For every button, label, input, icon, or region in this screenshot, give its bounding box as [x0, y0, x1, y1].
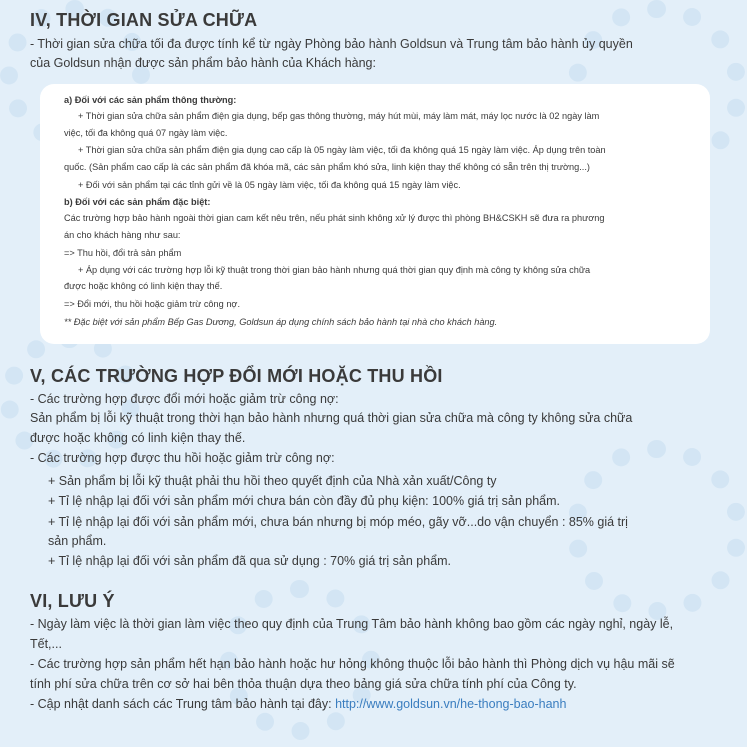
section5-line: + Tỉ lệ nhập lại đối với sản phẩm đã qua sử dụng : 70% giá trị sản phẩm. — [48, 554, 452, 568]
box-line: được hoặc không có linh kiện thay thế. — [64, 281, 223, 291]
box-line: + Thời gian sửa chữa sản phẩm điện gia dụng cao cấp là 05 ngày làm việc, tối đa không quá 15 ngày làm việc. Áp dụng trên toàn — [78, 145, 606, 155]
section5-title: V, CÁC TRƯỜNG HỢP ĐỔI MỚI HOẶC THU HỒI — [30, 366, 443, 386]
section5-line: + Tỉ lệ nhập lại đối với sản phẩm mới, chưa bán nhưng bị móp méo, gãy vỡ...do vận chuyển : 85% giá trị — [48, 515, 628, 529]
section5-line: - Các trường hợp được thu hồi hoặc giảm trừ công nợ: — [30, 451, 335, 465]
section5-line: sản phẩm. — [48, 534, 107, 548]
section5-line: - Các trường hợp được đổi mới hoặc giảm trừ công nợ: — [30, 392, 339, 406]
box-line: + Đối với sản phẩm tại các tỉnh gửi về là 05 ngày làm việc, tối đa không quá 15 ngày làm việc. — [78, 180, 461, 190]
box-line: => Thu hồi, đổi trả sản phẩm — [64, 248, 182, 258]
section6-line: Tết,... — [30, 637, 62, 651]
section6-line: - Ngày làm việc là thời gian làm việc theo quy định của Trung Tâm bảo hành không bao gồm các ngày nghỉ, ngày lễ, — [30, 617, 674, 631]
box-line: b) Đối với các sản phẩm đặc biệt: — [64, 197, 211, 207]
section6-line: - Các trường hợp sản phẩm hết hạn bảo hành hoặc hư hỏng không thuộc lỗi bảo hành thì Phòng dịch vụ hậu mãi sẽ — [30, 657, 675, 671]
box-line: + Thời gian sửa chữa sản phẩm điện gia dụng, bếp gas thông thường, máy hút mùi, máy làm mát, máy lọc nước là 02 ngày làm — [78, 111, 600, 121]
section6-line — [30, 697, 566, 711]
section5-line: + Tỉ lệ nhập lại đối với sản phẩm mới chưa bán còn đầy đủ phụ kiện: 100% giá trị sản phẩm. — [48, 494, 560, 508]
box-line: án cho khách hàng như sau: — [64, 230, 181, 240]
section6-title: VI, LƯU Ý — [30, 591, 115, 611]
section4-intro: của Goldsun nhận được sản phẩm bảo hành của Khách hàng: — [30, 56, 376, 70]
box-line: => Đổi mới, thu hồi hoặc giảm trừ công nợ. — [64, 299, 241, 309]
box-line: a) Đối với các sản phẩm thông thường: — [64, 95, 237, 105]
box-line: Các trường hợp bảo hành ngoài thời gian cam kết nêu trên, nếu phát sinh không xử lý được thì phòng BH&CSKH sẽ đưa ra phương — [64, 213, 605, 223]
box-line: ** Đặc biệt với sản phẩm Bếp Gas Dương, Goldsun áp dụng chính sách bảo hành tại nhà cho khách hàng. — [64, 317, 498, 327]
gear-decoration — [567, 440, 747, 620]
section6-line: tính phí sửa chữa trên cơ sở hai bên thỏa thuận dựa theo bảng giá sửa chữa tính phí của Công ty. — [30, 677, 577, 691]
warranty-centers-link[interactable]: http://www.goldsun.vn/he-thong-bao-hanh — [335, 697, 567, 711]
section5-line: Sản phẩm bị lỗi kỹ thuật trong thời hạn bảo hành nhưng quá thời gian sửa chữa mà công ty không sửa chữa — [30, 411, 633, 425]
section5-line: được hoặc không có linh kiện thay thế. — [30, 431, 246, 445]
section4-title: IV, THỜI GIAN SỬA CHỮA — [30, 10, 258, 30]
section4-intro: - Thời gian sửa chữa tối đa được tính kể từ ngày Phòng bảo hành Goldsun và Trung tâm bảo hành ủy quyền — [30, 37, 633, 51]
box-line: quốc. (Sản phẩm cao cấp là các sản phẩm đã khóa mã, các sản phẩm khó sửa, linh kiện thay thế không có sẵn trên thị trường...) — [64, 162, 590, 172]
section5-line: + Sản phẩm bị lỗi kỹ thuật phải thu hồi theo quyết định của Nhà xản xuất/Công ty — [48, 474, 497, 488]
box-line: việc, tối đa không quá 07 ngày làm việc. — [64, 128, 228, 138]
box-line: + Áp dụng với các trường hợp lỗi kỹ thuật trong thời gian bảo hành nhưng quá thời gian quy định mà công ty không sửa chữa — [78, 265, 591, 275]
section6-line-text: - Cập nhật danh sách các Trung tâm bảo hành tại đây: — [30, 697, 336, 711]
